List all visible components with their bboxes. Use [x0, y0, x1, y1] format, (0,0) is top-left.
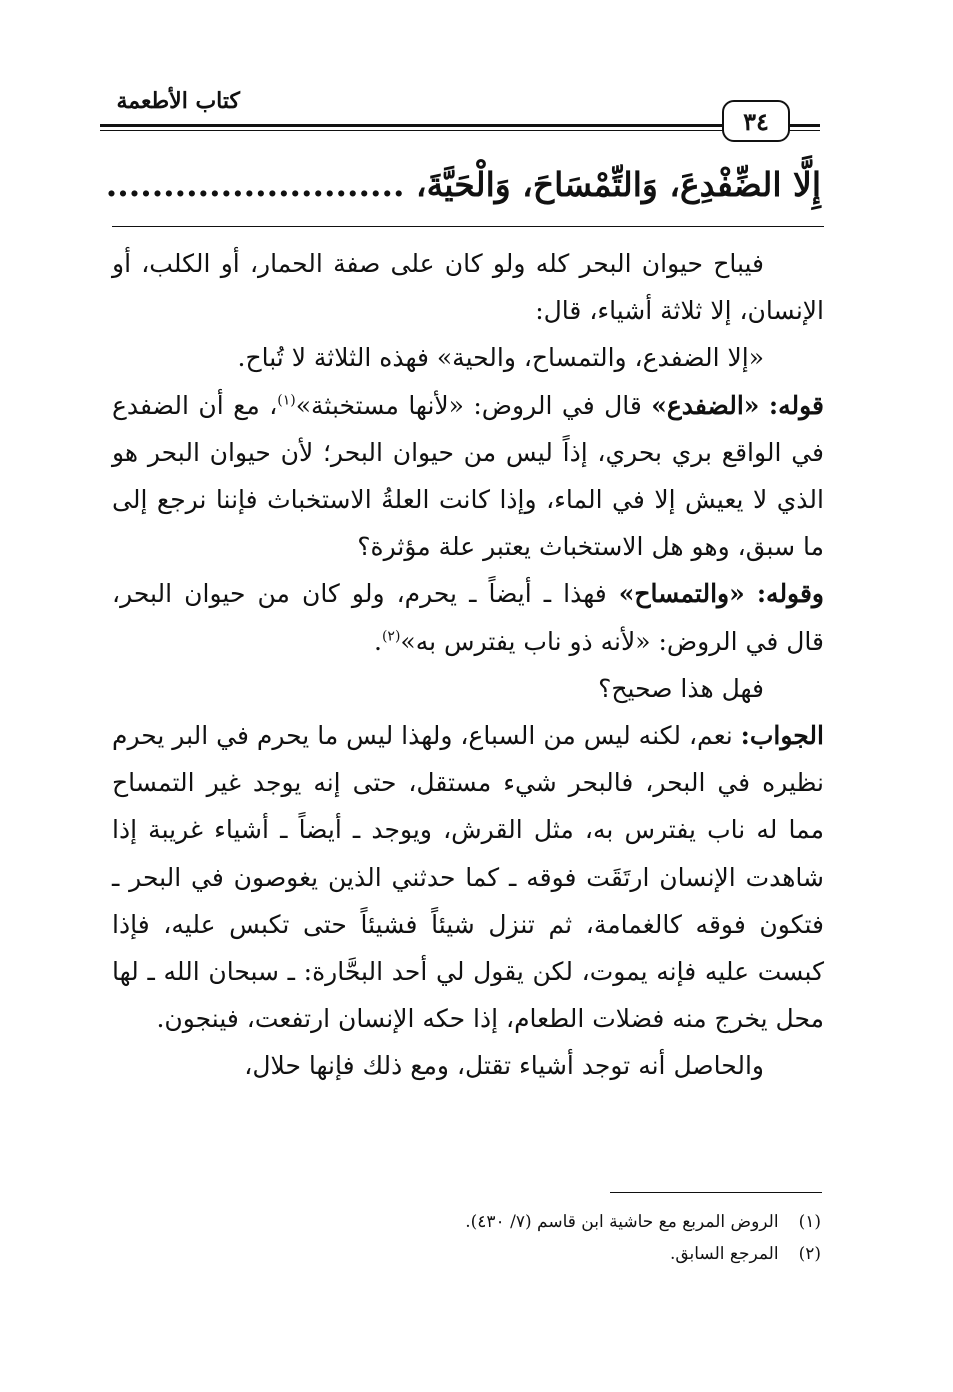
label-wa-qawluh: وقوله: — [756, 579, 824, 609]
footnote-text: المرجع السابق. — [669, 1244, 779, 1264]
footnote-ref-2: (٢) — [381, 628, 401, 645]
term-frog: «الضفدع» — [651, 390, 760, 420]
footnote-text: الروض المربع مع حاشية ابن قاسم (٧/ ٤٣٠). — [465, 1212, 779, 1232]
label-qawluh: قوله: — [768, 390, 824, 420]
footnote-number: (٢) — [798, 1244, 821, 1264]
page-number: ٣٤ — [722, 100, 790, 142]
header-rule — [100, 124, 820, 127]
matn-text: إِلَّا الضِّفْدِعَ، وَالتِّمْسَاحَ، وَالْحَيَّةَ، .......................... — [105, 165, 821, 204]
footnotes — [221, 1206, 821, 1270]
p6-text: نعم، لكنه ليس من السباع، ولهذا ليس ما يحرم في البر يحرم نظيره في البحر، فالبحر شيء مستقل، حتى إنه يوجد غير التمساح مما له ناب يفترس به، مثل القرش، ويوجد ـ أيضاً ـ أشياء غريبة إذا شاهدت الإنسان ارتَقَت فوقه ـ كما حدثني الذين يغوصون في البحر ـ فتكون فوقه كالغمامة، ثم تنزل شيئاً فشيئاً حتى تكبس عليه، فإذا كبست عليه فإنه يموت، لكن يقول لي أحد البحَّارة: ـ سبحان الله ـ لها محل يخرج منه فضلات الطعام، إذا حكه الإنسان ارتفعت، فينجون. — [111, 721, 824, 1034]
label-answer: الجواب: — [740, 721, 824, 751]
footnote-number: (١) — [798, 1212, 821, 1232]
paragraph-3 — [112, 382, 824, 571]
footnote-ref-1: (١) — [277, 392, 296, 409]
paragraph-5: فهل هذا صحيح؟ — [598, 673, 764, 703]
paragraph-4 — [112, 570, 824, 664]
footnote-separator — [610, 1192, 822, 1193]
commentary-body — [112, 240, 824, 1090]
footnote-item — [221, 1238, 821, 1270]
page-header — [100, 78, 820, 138]
matn-separator — [112, 226, 824, 227]
p3-text-a: قال في الروض: «لأنها مستخبثة» — [295, 390, 642, 420]
paragraph-2: «إلا الضفدع، والتمساح، والحية» فهذه الثلاثة لا تُباح. — [237, 343, 764, 373]
p4-text-b: . — [374, 626, 382, 656]
paragraph-6 — [112, 712, 824, 1042]
p3-text-b: ، مع أن الضفدع في الواقع بري بحري، إذاً ليس من حيوان البحر؛ لأن حيوان البحر هو الذي لا يعيش إلا في الماء، وإذا كانت العلةُ الاستخباث فإننا نرجع إلى ما سبق، وهو هل الاستخباث يعتبر علة مؤثرة؟ — [112, 390, 824, 562]
book-title: كتاب الأطعمة — [116, 88, 240, 114]
p4-text-a: فهذا ـ أيضاً ـ يحرم، ولو كان من حيوان البحر، قال في الروض: «لأنه ذو ناب يفترس به» — [112, 579, 824, 656]
footnote-item — [221, 1206, 821, 1238]
header-rule-thin — [100, 130, 820, 131]
paragraph-7: والحاصل أنه توجد أشياء تقتل، ومع ذلك فإنها حلال، — [244, 1051, 764, 1081]
paragraph-1: فيباح حيوان البحر كله ولو كان على صفة الحمار، أو الكلب، أو الإنسان، إلا ثلاثة أشياء، قال: — [112, 249, 824, 326]
term-crocodile: «والتمساح» — [618, 579, 745, 609]
